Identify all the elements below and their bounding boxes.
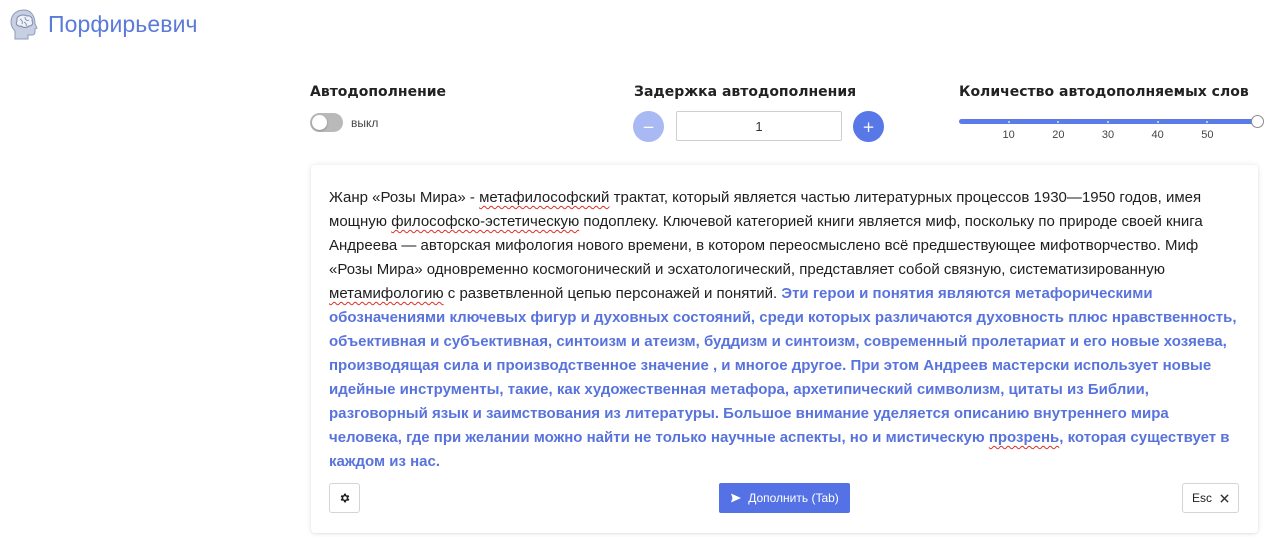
esc-button[interactable] [1182,483,1239,513]
misspelled-word: философско-эстетическую [391,213,580,230]
completion-segment: , которая существует в каждом из нас. [329,429,1230,470]
delay-label: Задержка автодополнения [634,84,857,100]
delay-increase-button[interactable]: + [853,111,884,142]
slider-tick-label: 10 [1002,129,1015,141]
delay-input[interactable] [676,111,842,141]
app-header [6,6,198,42]
settings-button[interactable] [329,483,360,513]
slider-tick-mark [1107,121,1109,123]
misspelled-word: метамифологию [329,285,444,302]
complete-button-label: Дополнить (Tab) [748,491,839,505]
slider-tick-mark [1157,121,1159,123]
brain-head-icon [6,6,42,42]
slider-tick-label: 40 [1151,129,1164,141]
slider-tick-label: 50 [1201,129,1214,141]
editor-text[interactable] [329,186,1239,474]
esc-button-label: Esc [1191,491,1212,505]
autocomplete-label: Автодополнение [310,84,447,100]
slider-tick-mark [1008,121,1010,123]
autocomplete-state-label: выкл [351,116,379,130]
text-segment: Жанр «Розы Мира» - [329,189,480,206]
completion-text [329,285,1237,470]
word-count-slider[interactable] [959,112,1259,144]
word-count-label: Количество автодополняемых слов [959,84,1249,100]
delay-decrease-button[interactable]: − [633,111,664,142]
send-icon [730,492,742,504]
complete-button[interactable] [719,483,850,513]
autocomplete-toggle[interactable] [310,113,343,132]
misspelled-word: прозрень [988,429,1060,446]
editor-card [311,165,1258,533]
completion-segment: Эти герои и понятия являются метафорическими обозначениями ключевых фигур и духовных состояний, среди которых различаются духовность плюс нравственность, объективная и субъективная, синтоизм и атеизм, буддизм и синтоизм, современный пролетариат и его новые хозяева, производящая сила и производственное значение , и многое другое. При этом Андреев мастерски использует новые идейные инструменты, такие, как художественная метафора, архетипический символизм, цитаты из Библии, разговорный язык и заимствования из литературы. Большое внимание уделяется описанию внутреннего мира человека, где при желании можно найти не только научные аспекты, но и мистическую [329,285,1237,446]
slider-tick-label: 20 [1052,129,1065,141]
slider-thumb[interactable] [1251,115,1264,128]
text-segment: с разветвленной цепью персонажей и понятий. [443,285,782,302]
misspelled-word: метафилософский [479,189,610,206]
slider-tick-label: 30 [1101,129,1115,141]
app-title: Порфирьевич [48,10,198,37]
gear-icon [339,492,351,504]
text-segment: трактат, который является частью литературных процессов 1930—1950 годов, имея мощную [329,189,1202,230]
close-icon [1220,494,1229,503]
text-segment: подоплеку. Ключевой категорией книги является миф, поскольку по природе своей книга Андреева — авторская мифология нового времени, в котором переосмыслено всё предшествующее мифотворчество. Миф «Розы Мира» одновременно космогонический и эсхатологический, представляет собой связную, систематизированную [329,213,1203,278]
toggle-knob [312,115,327,130]
